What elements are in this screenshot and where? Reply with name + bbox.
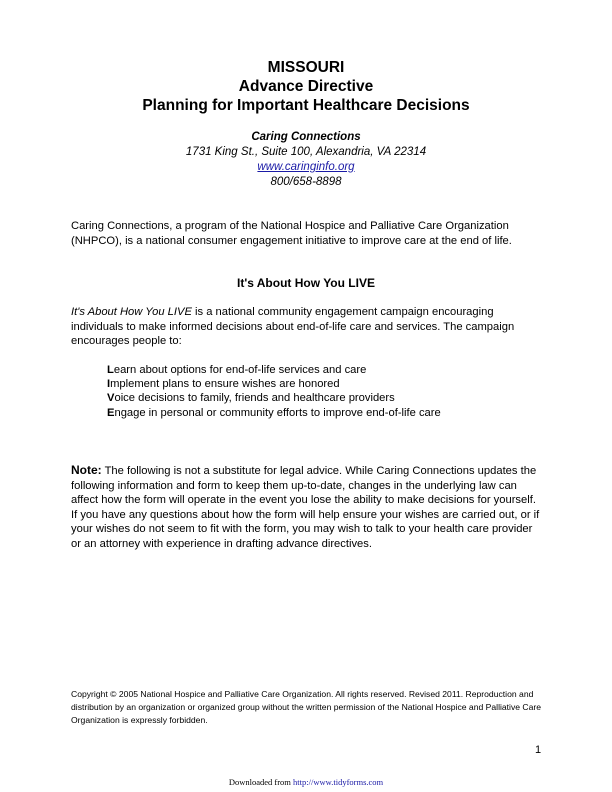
campaign-paragraph [71,305,541,349]
campaign-description: is a national community engagement campaign encouraging individuals to make informed decisions about end-of-life care and services. The campaign encourages people to: [71,306,515,348]
org-phone: 800/658-8898 [270,176,342,188]
org-address: 1731 King St., Suite 100, Alexandria, VA 22314 [185,146,427,158]
list-item: Voice decisions to family, friends and healthcare providers [107,392,395,405]
copyright-notice: Copyright © 2005 National Hospice and Palliative Care Organization. All rights reserved. Revised 2011. Reproduction and distribution by an organization or organized group without the written permission of the National Hospice and Palliative Care Organization is expressly forbidden. [71,689,542,725]
list-item: Implement plans to ensure wishes are honored [107,378,340,391]
note-paragraph [71,463,541,552]
campaign-name: It's About How You LIVE [71,306,192,318]
footer-link[interactable]: http://www.tidyforms.com [293,777,384,787]
document-title-state: MISSOURI [267,59,345,76]
list-item: Learn about options for end-of-life services and care [107,364,367,376]
org-website-link[interactable]: www.caringinfo.org [257,161,355,173]
org-website-wrapper [0,160,612,175]
document-title: Advance Directive [238,78,374,95]
live-list [107,363,441,420]
note-text: The following is not a substitute for legal advice. While Caring Connections updates the following information and form to keep them up-to-date, changes in the underlying law can affect how the form will operate in the event you lose the ability to make decisions for yourself. If you have any questions about how the form will help ensure your wishes are carried out, or if your wishes do not seem to fit with the form, you may wish to talk to your health care provider or an attorney with experience in drafting advance directives. [71,465,540,550]
list-item: Engage in personal or community efforts to improve end-of-life care [107,406,441,419]
org-name: Caring Connections [251,131,361,143]
download-footer [0,777,612,787]
note-label: Note: [71,463,102,477]
document-subtitle: Planning for Important Healthcare Decisions [142,97,470,114]
section-heading-live: It's About How You LIVE [237,276,375,290]
page-number: 1 [535,744,542,756]
footer-prefix: Downloaded from [228,777,294,787]
intro-paragraph: Caring Connections, a program of the National Hospice and Palliative Care Organization (NHPCO), is a national consumer engagement initiative to improve care at the end of life. [71,220,512,247]
